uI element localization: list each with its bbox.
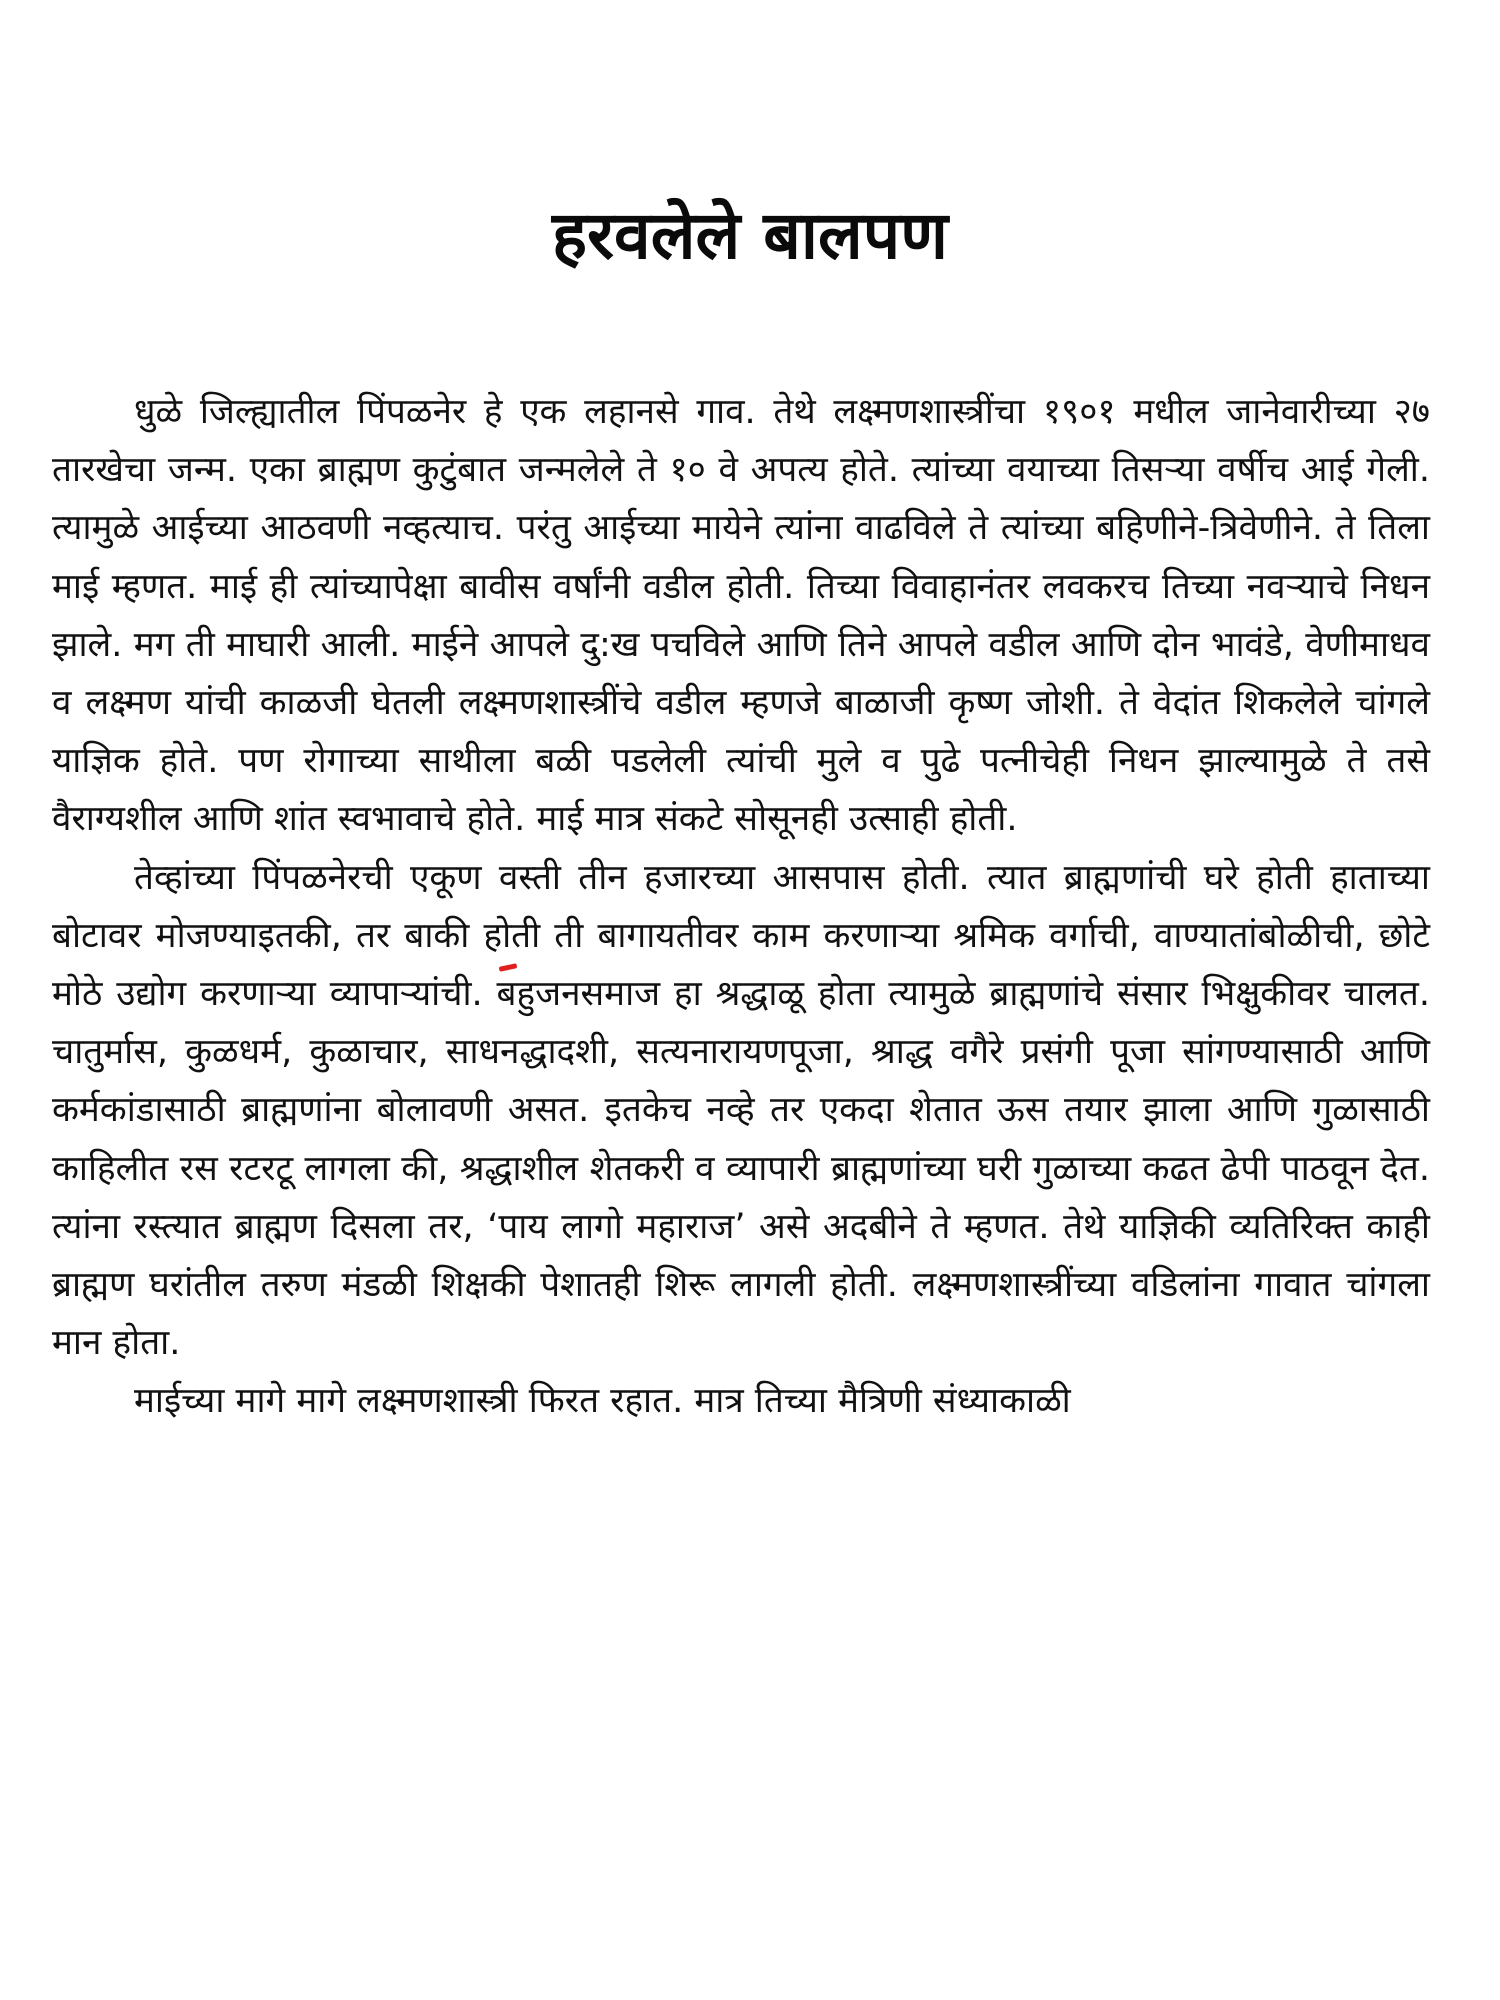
paragraph-2 — [52, 849, 1430, 1373]
paragraph-2-text: तेव्हांच्या पिंपळनेरची एकूण वस्ती तीन हजारच्या आसपास होती. त्यात ब्राह्मणांची घरे होती हाताच्या बोटावर मोजण्याइतकी, तर बाकी होती ती बागायतीवर काम करणाऱ्या श्रमिक वर्गाची, वाण्यातांबोळीची, छोटे मोठे उद्योग करणाऱ्या व्यापाऱ्यांची. — [52, 857, 1430, 1015]
body-text — [52, 383, 1430, 1431]
paragraph-3: माईच्या मागे मागे लक्ष्मणशास्त्री फिरत रहात. मात्र तिच्या मैत्रिणी संध्याकाळी — [134, 1381, 1071, 1422]
paragraph-2-continued: बहुजनसमाज हा श्रद्धाळू होता त्यामुळे ब्राह्मणांचे संसार भिक्षुकीवर चालत. चातुर्मास, कुळधर्म, कुळाचार, साधनद्धादशी, सत्यनारायणपूजा, श्राद्ध वगैरे प्रसंगी पूजा सांगण्यासाठी आणि कर्मकांडासाठी ब्राह्मणांना बोलावणी असत. इतकेच नव्हे तर एकदा शेतात ऊस तयार झाला आणि गुळासाठी काहिलीत रस रटरटू लागला की, श्रद्धाशील शेतकरी व व्यापारी ब्राह्मणांच्या घरी गुळाच्या कढत ढेपी पाठवून देत. त्यांना रस्त्यात ब्राह्मण दिसला तर, ‘पाय लागो महाराज’ असे अदबीने ते म्हणत. तेथे याज्ञिकी व्यतिरिक्त काही ब्राह्मण घरांतील तरुण मंडळी शिक्षकी पेशातही शिरू लागली होती. लक्ष्मणशास्त्रींच्या वडिलांना गावात चांगला मान होता. — [52, 974, 1431, 1364]
paragraph-1: धुळे जिल्ह्यातील पिंपळनेर हे एक लहानसे गाव. तेथे लक्ष्मणशास्त्रींचा १९०१ मधील जानेवारीच्या २७ तारखेचा जन्म. एका ब्राह्मण कुटुंबात जन्मलेले ते १० वे अपत्य होते. त्यांच्या वयाच्या तिसऱ्या वर्षीच आई गेली. त्यामुळे आईच्या आठवणी नव्हत्याच. परंतु आईच्या मायेने त्यांना वाढविले ते त्यांच्या बहिणीने-त्रिवेणीने. ते तिला माई म्हणत. माई ही त्यांच्यापेक्षा बावीस वर्षांनी वडील होती. तिच्या विवाहानंतर लवकरच तिच्या नवऱ्याचे निधन झाले. मग ती माघारी आली. माईने आपले दु:ख पचविले आणि तिने आपले वडील आणि दोन भावंडे, वेणीमाधव व लक्ष्मण यांची काळजी घेतली लक्ष्मणशास्त्रींचे वडील म्हणजे बाळाजी कृष्ण जोशी. ते वेदांत शिकलेले चांगले याज्ञिक होते. पण रोगाच्या साथीला बळी पडलेली त्यांची मुले व पुढे पत्नीचेही निधन झाल्यामुळे ते तसे वैराग्यशील आणि शांत स्वभावाचे होते. माई मात्र संकटे सोसूनही उत्साही होती. — [52, 392, 1430, 840]
page-title: हरवलेले बालपण — [552, 197, 948, 274]
